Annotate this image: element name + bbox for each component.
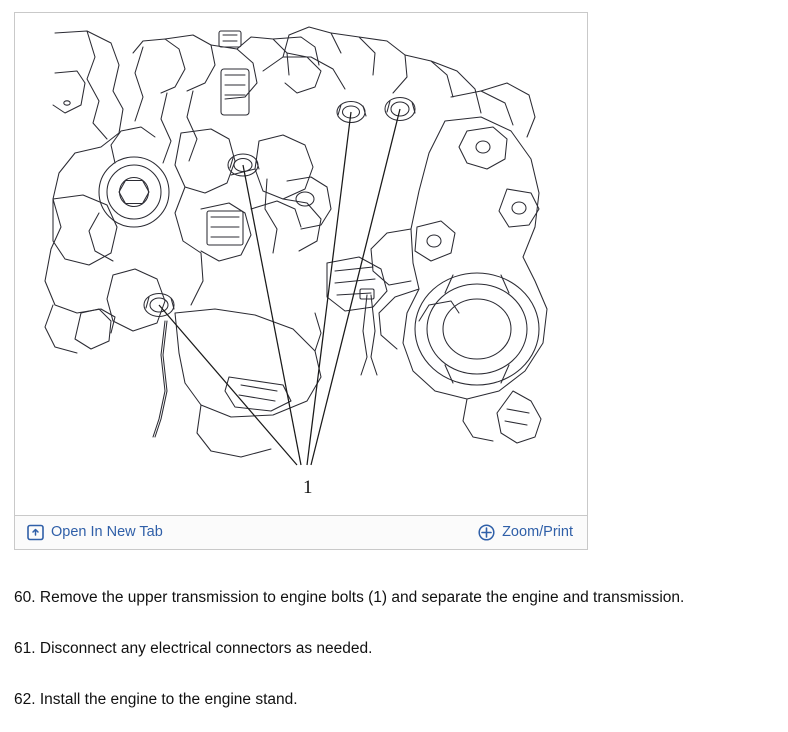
step-number: 62. <box>14 690 36 708</box>
zoom-plus-icon <box>478 524 495 541</box>
step-text: Remove the upper transmission to engine bolts (1) and separate the engine and transmission. <box>39 589 685 606</box>
figure-image[interactable] <box>15 13 587 516</box>
step-item <box>14 639 774 660</box>
open-in-new-tab-icon <box>27 524 44 541</box>
step-number: 60. <box>14 589 36 606</box>
step-item <box>14 690 774 711</box>
engine-transmission-diagram <box>15 13 587 516</box>
open-in-new-tab-label: Open In New Tab <box>51 524 163 541</box>
step-number: 61. <box>14 639 36 657</box>
figure-callout-1: 1 <box>303 477 313 498</box>
step-text: Install the engine to the engine stand. <box>39 690 298 708</box>
zoom-print-button[interactable] <box>478 524 573 541</box>
procedure-steps <box>14 588 774 732</box>
figure-toolbar <box>15 515 587 549</box>
open-in-new-tab-button[interactable] <box>27 524 163 541</box>
step-text: Disconnect any electrical connectors as needed. <box>39 639 373 657</box>
step-item <box>14 588 774 609</box>
zoom-print-label: Zoom/Print <box>502 524 573 541</box>
figure-panel <box>14 12 588 550</box>
